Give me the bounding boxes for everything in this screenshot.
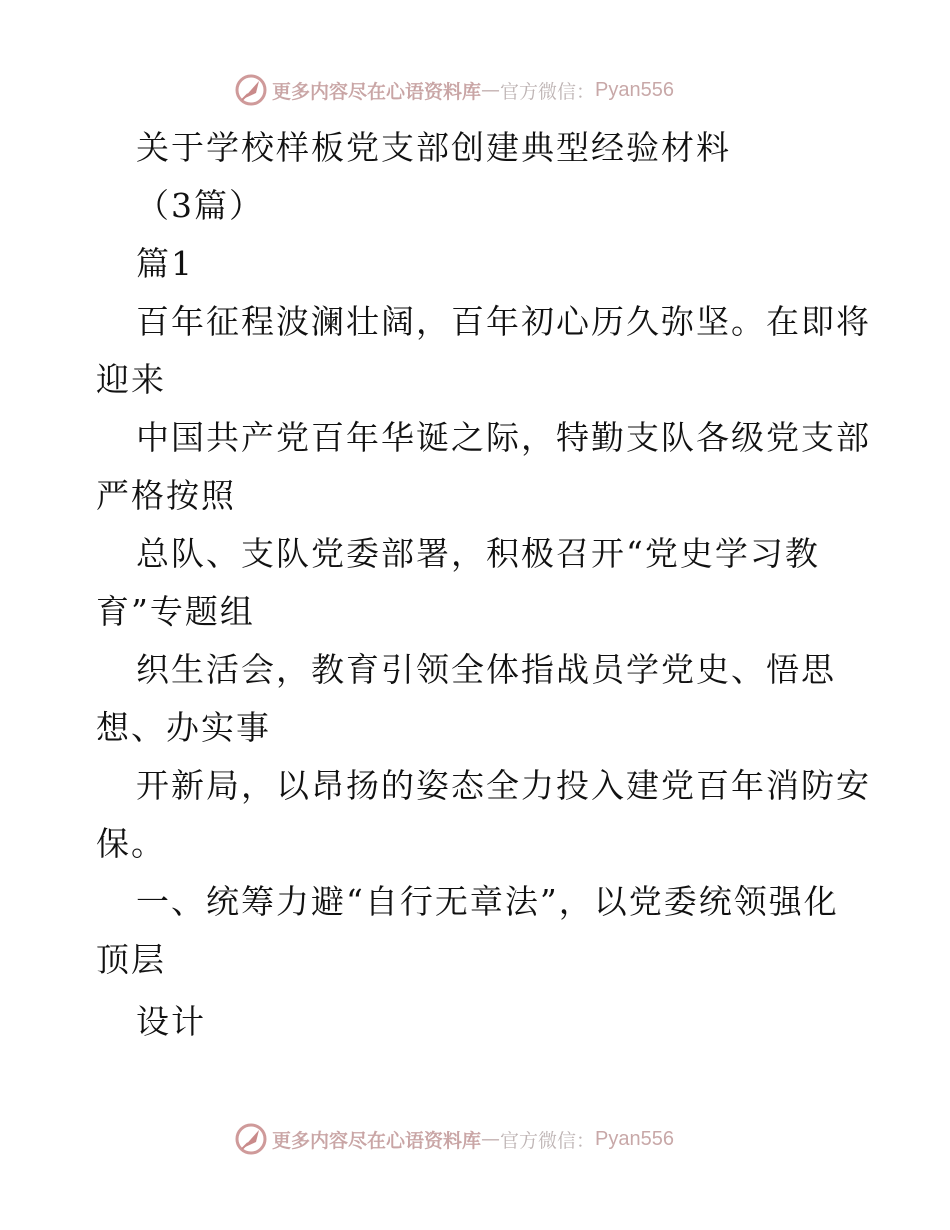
watermark-wechat-id: Pyan556	[595, 1127, 674, 1150]
watermark-wechat-label: 官方微信：	[500, 1129, 596, 1152]
paragraph-line: 迎来	[96, 360, 166, 399]
footer-watermark	[234, 1121, 674, 1157]
paragraph-line: 严格按照	[96, 476, 236, 515]
watermark-dash: —	[481, 79, 501, 101]
quill-logo-icon	[234, 1122, 268, 1156]
paragraph-line: 中国共产党百年华诞之际，特勤支队各级党支部	[136, 418, 871, 457]
header-watermark	[234, 72, 674, 108]
subheading-line: 设计	[136, 1002, 206, 1041]
section-heading: 篇1	[136, 244, 194, 283]
watermark-library-text: 更多内容尽在心语资料库	[272, 80, 482, 103]
watermark-library-text: 更多内容尽在心语资料库	[272, 1129, 482, 1152]
document-title: 关于学校样板党支部创建典型经验材料	[136, 128, 731, 167]
watermark-wechat-label: 官方微信：	[500, 80, 596, 103]
quill-logo-icon	[234, 73, 268, 107]
paragraph-line: 育”专题组	[96, 592, 255, 631]
paragraph-line: 总队、支队党委部署，积极召开“党史学习教	[136, 534, 820, 573]
paragraph-line: 想、办实事	[96, 708, 271, 747]
subheading-line: 顶层	[96, 940, 166, 979]
paragraph-line: 保。	[96, 824, 166, 863]
paragraph-line: 百年征程波澜壮阔，百年初心历久弥坚。在即将	[136, 302, 871, 341]
paragraph-line: 织生活会，教育引领全体指战员学党史、悟思	[136, 650, 836, 689]
watermark-dash: —	[481, 1128, 501, 1150]
paragraph-line: 开新局，以昂扬的姿态全力投入建党百年消防安	[136, 766, 871, 805]
subheading-line: 一、统筹力避“自行无章法”，以党委统领强化	[136, 882, 839, 921]
document-subtitle: （3篇）	[136, 186, 264, 225]
watermark-wechat-id: Pyan556	[595, 78, 674, 101]
